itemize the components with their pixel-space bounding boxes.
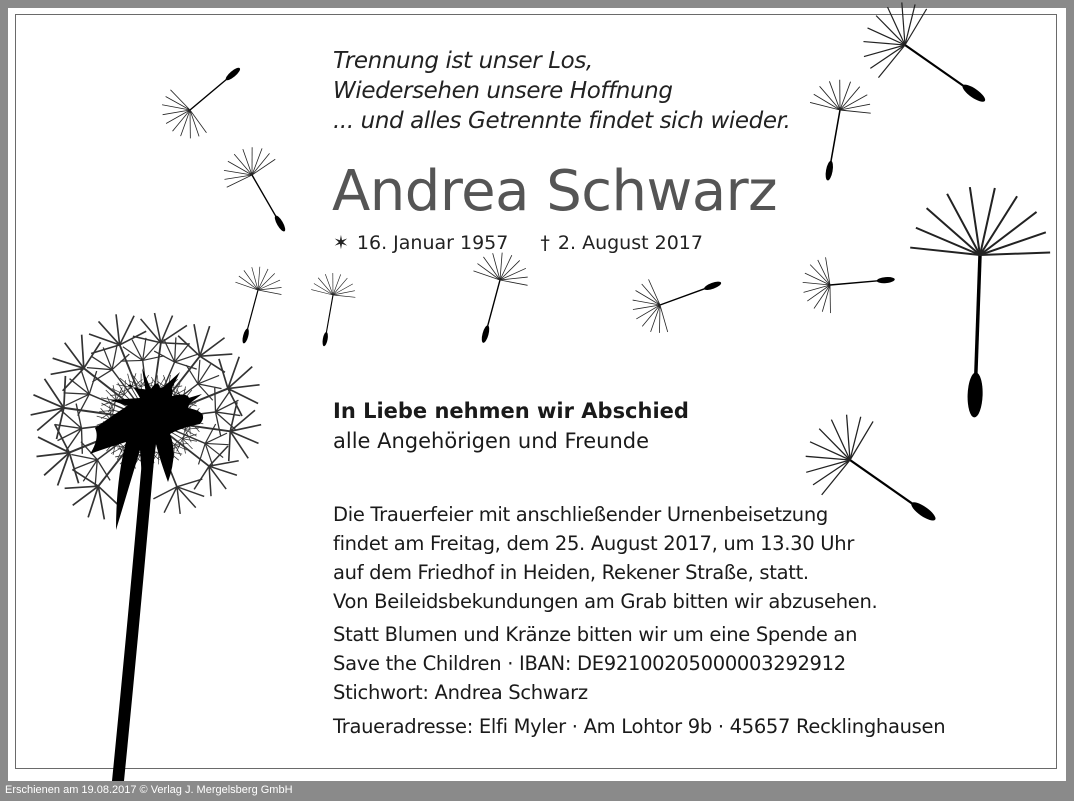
farewell-block — [333, 396, 689, 456]
mourning-address: Traueradresse: Elfi Myler · Am Lohtor 9b · 45657 Recklinghausen — [333, 715, 946, 738]
publication-credit: Erschienen am 19.08.2017 © Verlag J. Mergelsberg GmbH — [5, 784, 293, 796]
birth-star-icon: ✶ — [333, 232, 349, 254]
deceased-name: Andrea Schwarz — [332, 159, 778, 224]
birth-date: ✶ 16. Januar 1957 — [333, 232, 509, 254]
donation-iban: Save the Children · IBAN: DE92100205000003292912 — [333, 652, 846, 675]
big-dandelion — [28, 306, 268, 781]
funeral-details — [333, 500, 945, 741]
details-line: Von Beileidsbekundungen am Grab bitten wir abzusehen. — [333, 590, 878, 613]
motto-line: ... und alles Getrennte findet sich wieder. — [333, 108, 791, 134]
donation-line: Statt Blumen und Kränze bitten wir um eine Spende an — [333, 623, 858, 646]
details-line: Die Trauerfeier mit anschließender Urnenbeisetzung — [333, 503, 828, 526]
details-line: auf dem Friedhof in Heiden, Rekener Straße, statt. — [333, 561, 809, 584]
motto-line: Trennung ist unser Los, — [333, 48, 593, 74]
farewell-heading: In Liebe nehmen wir Abschied — [333, 399, 689, 423]
death-cross-icon: † — [540, 232, 550, 254]
dandelion-seed-icon — [151, 47, 257, 149]
life-dates — [333, 230, 729, 256]
motto-verse — [333, 46, 790, 136]
donation-keyword: Stichwort: Andrea Schwarz — [333, 681, 588, 704]
details-line: findet am Freitag, dem 25. August 2017, um 13.30 Uhr — [333, 532, 855, 555]
motto-line: Wiedersehen unsere Hoffnung — [333, 78, 673, 104]
footer-bar — [0, 781, 1074, 801]
farewell-signatories: alle Angehörigen und Freunde — [333, 429, 650, 453]
death-date: † 2. August 2017 — [540, 232, 703, 254]
